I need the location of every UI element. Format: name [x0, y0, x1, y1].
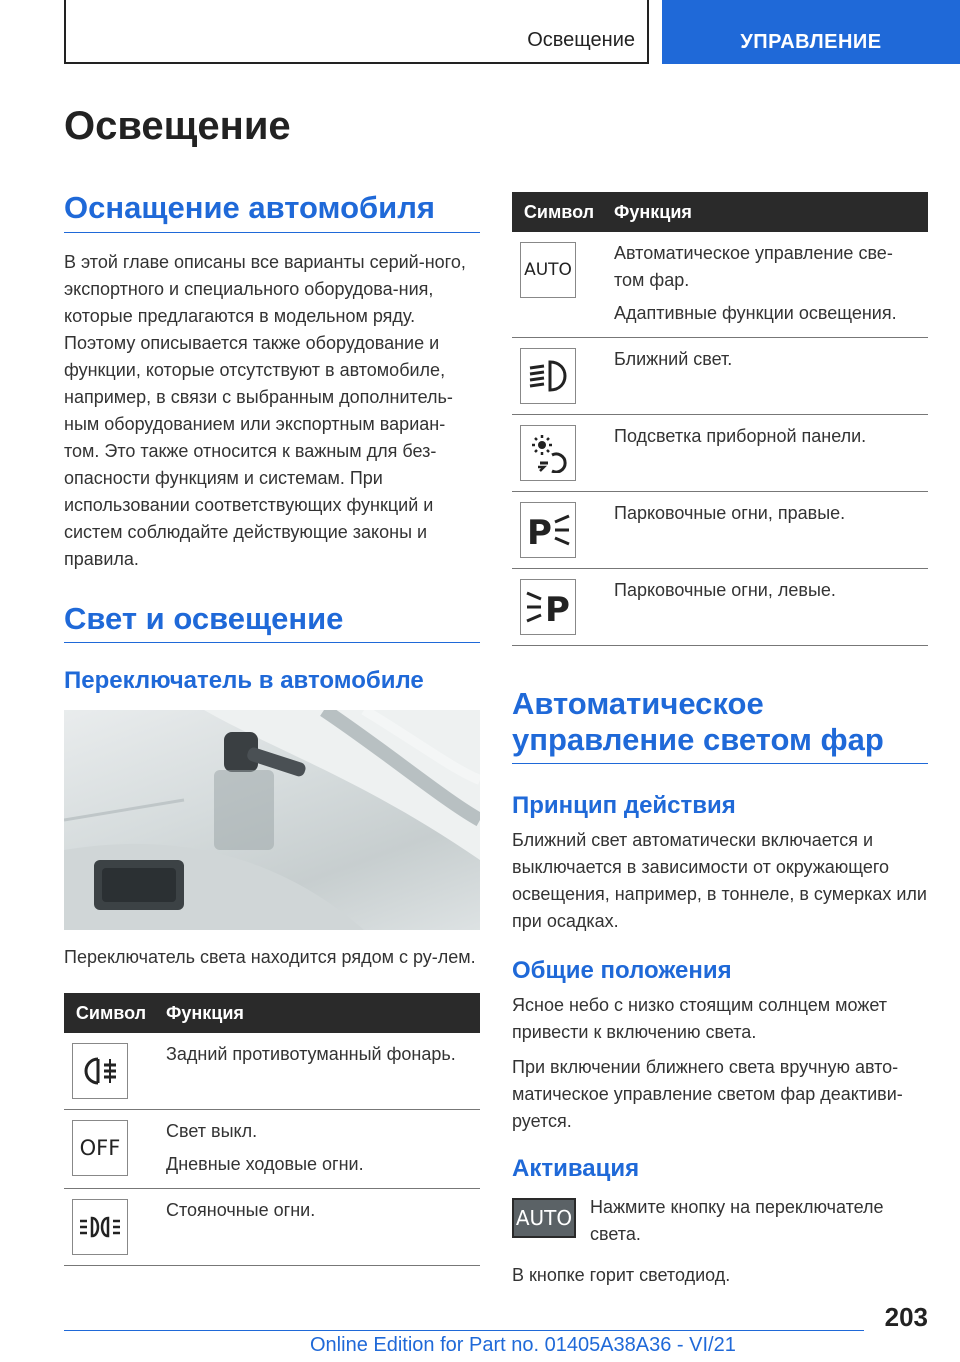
- equipment-heading: Оснащение автомобиля: [64, 190, 480, 233]
- table-row: [512, 569, 928, 646]
- principle-text: Ближний свет автоматически включается и выключается в зависимости от окружающего освещения, например, в тоннеле, в сумерках или при осадках.: [512, 830, 927, 932]
- table-header-row: [512, 192, 928, 232]
- page-title: Освещение: [64, 104, 291, 148]
- footer-edition: Online Edition for Part no. 01405A38A36 - VI/21: [310, 1334, 736, 1356]
- general-text-2: При включении ближнего света вручную авто-матическое управление светом фар деактиви-руется.: [512, 1056, 903, 1131]
- left-symbol-table: [64, 993, 480, 1266]
- activation-block: [512, 1194, 928, 1248]
- row-text: Дневные ходовые огни.: [166, 1154, 364, 1175]
- general-text-1: Ясное небо с низко стоящим солнцем может привести к включению света.: [512, 994, 888, 1042]
- table-row: [512, 338, 928, 415]
- header-section-tab: [64, 0, 649, 64]
- table-row: [64, 1189, 480, 1266]
- row-text: Автоматическое управление све-том фар.: [614, 243, 893, 290]
- row-text: Свет выкл.: [166, 1121, 258, 1142]
- row-text: Парковочные огни, правые.: [614, 503, 846, 523]
- right-column: [512, 192, 928, 1289]
- col-function-header: Функция: [606, 192, 928, 232]
- light-switch-photo: [64, 710, 480, 930]
- table-row: [64, 1033, 480, 1110]
- header-section-label: Освещение: [527, 29, 635, 51]
- general-heading: Общие положения: [512, 957, 732, 985]
- parking-light-left-icon: [520, 579, 576, 635]
- parking-lights-icon: [72, 1199, 128, 1255]
- row-text: Парковочные огни, левые.: [614, 580, 836, 600]
- auto-icon: AUTO: [520, 242, 576, 298]
- row-text: Подсветка приборной панели.: [614, 426, 867, 446]
- activation-heading: Активация: [512, 1154, 640, 1182]
- equipment-text: В этой главе описаны все варианты серий-ного, экспортного и специального оборудова-ния, которые предлагаются в модельном ряду. Поэтому описывается также оборудование и функции, которые отсутствуют в автомобиле, например, в связи с выбранным дополнитель-ным оборудованием или экспортным вариан-том. Это также относится к важным для без-опасности функциям и системам. При использовании соответствующих функций и систем соблюдайте действующие законы и правила.: [64, 251, 466, 569]
- auto-button-icon: AUTO: [512, 1198, 576, 1238]
- col-function-header: Функция: [158, 993, 480, 1033]
- low-beam-icon: [520, 348, 576, 404]
- row-text: Ближний свет.: [614, 349, 733, 369]
- svg-text:P: P: [527, 513, 552, 550]
- page-number: 203: [884, 1302, 928, 1332]
- rear-fog-light-icon: [72, 1043, 128, 1099]
- parking-light-right-icon: [520, 502, 576, 558]
- header-chapter-tab: [662, 0, 960, 64]
- row-text: Задний противотуманный фонарь.: [166, 1044, 456, 1065]
- row-text: Адаптивные функции освещения.: [614, 303, 897, 323]
- switch-heading: Переключатель в автомобиле: [64, 667, 424, 695]
- activation-text: Нажмите кнопку на переключателе света.: [590, 1196, 884, 1244]
- light-heading: Свет и освещение: [64, 601, 480, 644]
- table-row: [512, 232, 928, 338]
- col-symbol-header: Символ: [64, 993, 158, 1033]
- off-icon: OFF: [72, 1120, 128, 1176]
- header-chapter-label: УПРАВЛЕНИЕ: [740, 31, 882, 53]
- activation-note: В кнопке горит светодиод.: [512, 1264, 731, 1285]
- footer-divider: [64, 1330, 864, 1331]
- row-text: Стояночные огни.: [166, 1200, 316, 1221]
- table-header-row: [64, 993, 480, 1033]
- table-row: [512, 492, 928, 569]
- left-column: [64, 190, 480, 1266]
- svg-text:P: P: [545, 590, 570, 627]
- photo-caption: Переключатель света находится рядом с ру-лем.: [64, 947, 476, 968]
- instrument-lighting-icon: [520, 425, 576, 481]
- col-symbol-header: Символ: [512, 192, 606, 232]
- auto-heading: Автоматическое управление светом фар: [512, 686, 928, 764]
- right-symbol-table: [512, 192, 928, 646]
- principle-heading: Принцип действия: [512, 792, 736, 820]
- table-row: [64, 1110, 480, 1189]
- table-row: [512, 415, 928, 492]
